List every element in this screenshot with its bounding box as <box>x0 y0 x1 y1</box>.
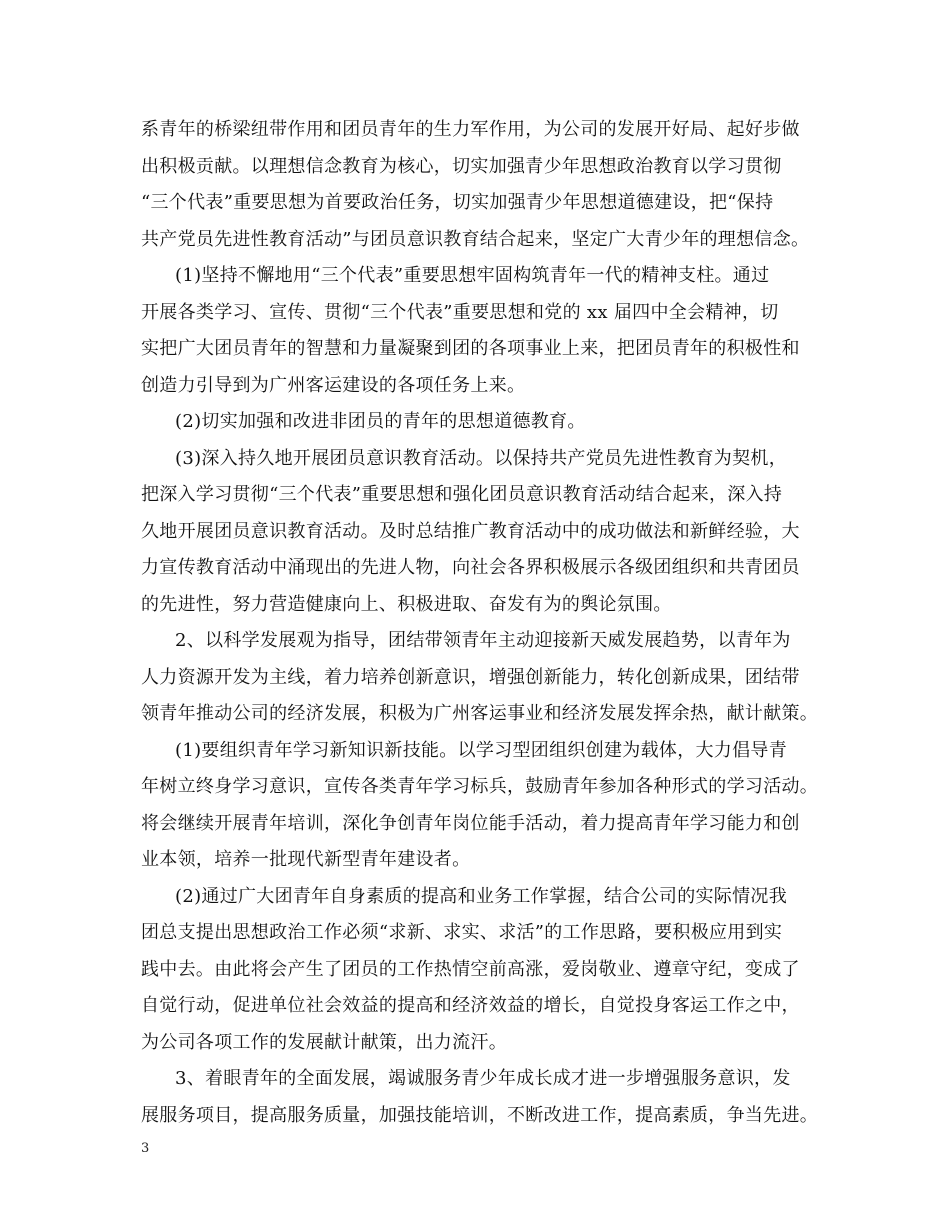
text-line: 创造力引导到为广州客运建设的各项任务上来。 <box>141 374 526 396</box>
text-line: 开展各类学习、宣传、贯彻“三个代表”重要思想和党的 xx 届四中全会精神，切 <box>141 301 779 323</box>
text-line: 久地开展团员意识教育活动。及时总结推广教育活动中的成功做法和新鲜经验，大 <box>141 520 800 542</box>
text-line: 实把广大团员青年的智慧和力量凝聚到团的各项事业上来，把团员青年的积极性和 <box>141 338 800 359</box>
text-line: 出积极贡献。以理想信念教育为核心，切实加强青少年思想政治教育以学习贯彻 <box>141 155 782 177</box>
text-line: 自觉行动，促进单位社会效益的提高和经济效益的增长，自觉投身客运工作之中， <box>141 995 800 1016</box>
text-line: “三个代表”重要思想为首要政治任务，切实加强青少年思想道德建设，把“保持 <box>141 192 774 213</box>
text-line: 系青年的桥梁纽带作用和团员青年的生力军作用，为公司的发展开好局、起好步做 <box>141 119 800 140</box>
text-line: 团总支提出思想政治工作必须“求新、求实、求活”的工作思路，要积极应用到实 <box>141 922 783 943</box>
document-body <box>141 112 831 1134</box>
text-line: 将会继续开展青年培训，深化争创青年岗位能手活动，着力提高青年学习能力和创 <box>141 812 800 834</box>
text-line: 2、以科学发展观为指导，团结带领青年主动迎接新天威发展趋势，以青年为 <box>175 630 791 651</box>
text-line: 把深入学习贯彻“三个代表”重要思想和强化团员意识教育活动结合起来，深入持 <box>141 484 783 505</box>
page-number: 3 <box>141 1141 150 1156</box>
text-line: 年树立终身学习意识，宣传各类青年学习标兵，鼓励青年参加各种形式的学习活动。 <box>141 776 819 797</box>
text-line: (2)通过广大团青年自身素质的提高和业务工作掌握，结合公司的实际情况我 <box>175 885 787 907</box>
text-line: 业本领，培养一批现代新型青年建设者。 <box>141 849 471 870</box>
text-line: 展服务项目，提高服务质量，加强技能培训，不断改进工作，提高素质，争当先进。 <box>141 1104 819 1126</box>
text-line: 共产党员先进性教育活动”与团员意识教育结合起来，坚定广大青少年的理想信念。 <box>141 228 810 250</box>
text-line: 践中去。由此将会产生了团员的工作热情空前高涨，爱岗敬业、遵章守纪，变成了 <box>141 958 800 980</box>
text-line: 为公司各项工作的发展献计献策，出力流汗。 <box>141 1031 507 1053</box>
text-line: 人力资源开发为主线，着力培养创新意识，增强创新能力，转化创新成果，团结带 <box>141 666 800 688</box>
text-line: (1)要组织青年学习新知识新技能。以学习型团组织创建为载体，大力倡导青 <box>175 739 787 761</box>
text-line: 力宣传教育活动中涌现出的先进人物，向社会各界积极展示各级团组织和共青团员 <box>141 557 800 578</box>
text-line: (2)切实加强和改进非团员的青年的思想道德教育。 <box>175 411 586 432</box>
text-line: 的先进性，努力营造健康向上、积极进取、奋发有为的舆论氛围。 <box>141 593 672 615</box>
text-line: 3、着眼青年的全面发展，竭诚服务青少年成长成才进一步增强服务意识，发 <box>175 1068 791 1089</box>
text-line: (1)坚持不懈地用“三个代表”重要思想牢固构筑青年一代的精神支柱。通过 <box>175 265 770 286</box>
text-line: (3)深入持久地开展团员意识教育活动。以保持共产党员先进性教育为契机， <box>175 447 787 469</box>
text-line: 领青年推动公司的经济发展，积极为广州客运事业和经济发展发挥余热，献计献策。 <box>141 703 819 724</box>
